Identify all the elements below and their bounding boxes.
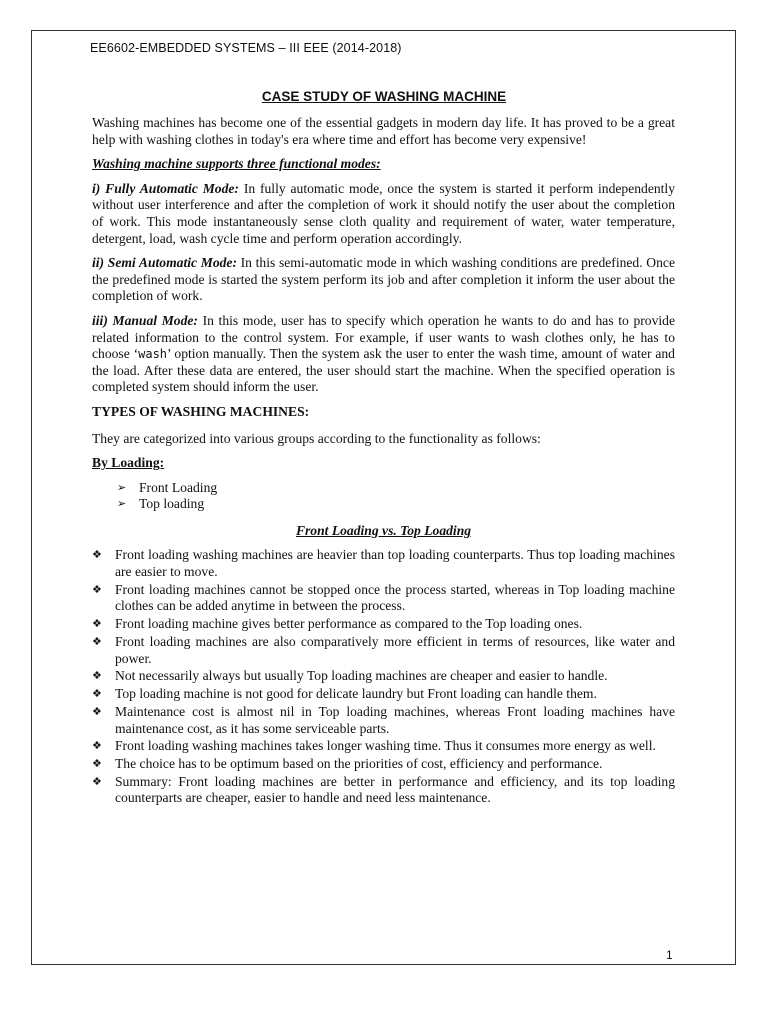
diamond-bullet-icon: ❖ <box>92 617 102 631</box>
intro-paragraph: Washing machines has become one of the essential gadgets in modern day life. It has proved to be a great help with washing clothes in today's era where time and effort has become very expensive! <box>92 115 675 147</box>
mode-semi-automatic <box>92 255 675 305</box>
diamond-bullet-icon: ❖ <box>92 669 102 683</box>
page-number: 1 <box>666 948 673 962</box>
list-item: ❖ Front loading washing machines are heavier than top loading counterparts. Thus top loading machines are easier to move. <box>92 547 675 580</box>
modes-heading <box>92 156 675 173</box>
modes-heading-text: Washing machine supports three functional modes: <box>92 156 381 172</box>
arrow-bullet-icon: ➢ <box>117 480 127 494</box>
types-intro: They are categorized into various groups according to the functionality as follows: <box>92 430 541 446</box>
list-item: ➢ Top loading <box>117 496 205 512</box>
list-item: ❖ Not necessarily always but usually Top loading machines are cheaper and easier to handle. <box>92 668 608 684</box>
comparison-list <box>92 547 675 807</box>
loading-heading <box>92 455 675 472</box>
list-item: ➢ Front Loading <box>117 479 218 495</box>
list-item: ❖ Front loading machines cannot be stopped once the process started, whereas in Top loading machine clothes can be added anytime in between the process. <box>92 581 675 614</box>
page-header: EE6602-EMBEDDED SYSTEMS – III EEE (2014-2018) <box>90 41 402 55</box>
types-heading: TYPES OF WASHING MACHINES: <box>92 403 310 419</box>
mode-label: i) Fully Automatic Mode: <box>92 180 239 196</box>
list-item: ❖ Front loading washing machines takes longer washing time. Thus it consumes more energy as well. <box>92 738 656 754</box>
mode-fully-automatic <box>92 181 675 247</box>
list-item: ❖ Top loading machine is not good for delicate laundry but Front loading can handle them. <box>92 686 597 702</box>
diamond-bullet-icon: ❖ <box>92 704 102 718</box>
mode-text: In fully automatic mode, once the system is started it perform independently without user interference and after the completion of work it should notify the user about the completion of work. This mode instantaneously sense cloth quality and requirement of water, water temperature, detergent, load, wash cycle time and perform operation accordingly. <box>92 180 676 246</box>
wash-option-word: wash <box>138 347 168 362</box>
diamond-bullet-icon: ❖ <box>92 635 102 648</box>
diamond-bullet-icon: ❖ <box>92 582 102 596</box>
diamond-bullet-icon: ❖ <box>92 774 102 788</box>
diamond-bullet-icon: ❖ <box>92 548 102 562</box>
mode-manual <box>92 313 675 396</box>
list-item: ❖ Front loading machines are also comparatively more efficient in terms of resources, like water and power. <box>92 634 675 666</box>
mode-text-continued: ’ option manually. Then the system ask the user to enter the wash time, amount of water and the load. After these data are entered, the user should start the machine. When the specified operation is completed system should inform the user. <box>92 346 675 395</box>
list-item: ❖ The choice has to be optimum based on the priorities of cost, efficiency and performance. <box>92 756 603 772</box>
diamond-bullet-icon: ❖ <box>92 687 102 701</box>
comparison-heading-text: Front Loading vs. Top Loading <box>295 522 472 538</box>
document-title: CASE STUDY OF WASHING MACHINE <box>261 89 507 104</box>
list-item: ❖ Maintenance cost is almost nil in Top loading machines, whereas Front loading machines have maintenance cost, as it has some serviceable parts. <box>92 703 675 736</box>
list-item: ❖ Summary: Front loading machines are better in performance and efficiency, and its top loading counterparts are cheaper, easier to handle and need less maintenance. <box>92 773 675 806</box>
diamond-bullet-icon: ❖ <box>92 739 102 753</box>
document-body <box>92 115 675 808</box>
comparison-heading <box>92 523 675 540</box>
list-item: ❖ Front loading machine gives better performance as compared to the Top loading ones. <box>92 616 583 632</box>
mode-text: In this mode, user has to specify which operation he wants to do and has to provide related information to the control system. For example, if user wants to wash clothes only, he has to choose ‘ <box>92 312 675 362</box>
arrow-bullet-icon: ➢ <box>117 497 127 511</box>
loading-heading-text: By Loading: <box>92 455 165 471</box>
mode-label: ii) Semi Automatic Mode: <box>92 255 237 271</box>
mode-label: iii) Manual Mode: <box>92 312 198 328</box>
diamond-bullet-icon: ❖ <box>92 757 102 771</box>
loading-list <box>92 480 675 513</box>
mode-text: In this semi-automatic mode in which washing conditions are predefined. Once the predefined mode is started the system perform its job and after completion it inform the user about the completion of work. <box>92 255 675 304</box>
